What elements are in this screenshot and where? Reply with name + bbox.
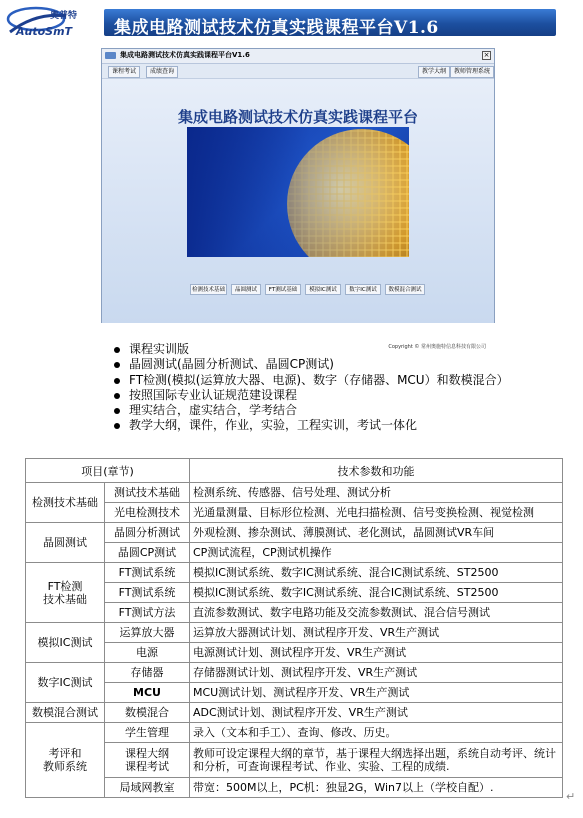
company-logo — [6, 6, 102, 38]
table-row — [26, 703, 563, 723]
desc-cell: CP测试流程，CP测试机操作 — [190, 543, 563, 563]
category-cell: 考评和 教师系统 — [26, 723, 105, 798]
feature-item: FT检测(模拟(运算放大器、电源)、数字（存储器、MCU）和数模混合） — [112, 373, 509, 388]
desc-cell: 检测系统、传感器、信号处理、测试分析 — [190, 483, 563, 503]
page-header — [6, 6, 576, 38]
category-cell: 模拟IC测试 — [26, 623, 105, 663]
app-icon — [105, 52, 116, 59]
desc-cell: 带宽：500M以上，PC机：独显2G，Win7以上（学校自配）. — [190, 778, 563, 798]
desc-cell: 录入（文本和手工）、查询、修改、历史。 — [190, 723, 563, 743]
item-cell: 晶圆分析测试 — [105, 523, 190, 543]
item-cell: FT测试系统 — [105, 583, 190, 603]
menu-course-exam[interactable]: 课程考试 — [108, 66, 140, 78]
desc-cell: ADC测试计划、测试程序开发、VR生产测试 — [190, 703, 563, 723]
table-row — [26, 583, 563, 603]
module-ft-basics[interactable]: FT测试基础 — [265, 284, 301, 295]
app-menubar — [102, 64, 494, 79]
item-cell: 数模混合 — [105, 703, 190, 723]
item-cell: FT测试方法 — [105, 603, 190, 623]
item-cell: 局域网教室 — [105, 778, 190, 798]
table-row — [26, 603, 563, 623]
category-cell: 数字IC测试 — [26, 663, 105, 703]
table-row — [26, 483, 563, 503]
table-row — [26, 778, 563, 798]
category-cell: 晶圆测试 — [26, 523, 105, 563]
item-cell: 测试技术基础 — [105, 483, 190, 503]
table-row — [26, 543, 563, 563]
module-mixed-signal[interactable]: 数模混合测试 — [385, 284, 425, 295]
table-row — [26, 683, 563, 703]
desc-cell: MCU测试计划、测试程序开发、VR生产测试 — [190, 683, 563, 703]
item-cell: 电源 — [105, 643, 190, 663]
title-banner — [104, 9, 556, 36]
item-cell: 课程大纲 课程考试 — [105, 743, 190, 778]
desc-cell: 电源测试计划、测试程序开发、VR生产测试 — [190, 643, 563, 663]
spec-table — [25, 458, 563, 798]
desc-cell: 直流参数测试、数字电路功能及交流参数测试、混合信号测试 — [190, 603, 563, 623]
item-cell: 存储器 — [105, 663, 190, 683]
desc-cell: 模拟IC测试系统、数字IC测试系统、混合IC测试系统、ST2500 — [190, 563, 563, 583]
category-cell: 数模混合测试 — [26, 703, 105, 723]
table-row — [26, 523, 563, 543]
category-cell: 检测技术基础 — [26, 483, 105, 523]
menu-syllabus[interactable]: 教学大纲 — [418, 66, 450, 78]
feature-item: 课程实训版 — [112, 342, 509, 357]
feature-item: 理实结合，虚实结合，学考结合 — [112, 403, 509, 418]
svg-text:奥普特: 奥普特 — [50, 11, 78, 21]
item-cell: 运算放大器 — [105, 623, 190, 643]
table-row — [26, 723, 563, 743]
feature-list — [112, 342, 509, 434]
table-header-row — [26, 459, 563, 483]
table-row — [26, 623, 563, 643]
app-window-title: 集成电路测试技术仿真实践课程平台V1.6 — [120, 51, 250, 59]
desc-cell: 存储器测试计划、测试程序开发、VR生产测试 — [190, 663, 563, 683]
table-row — [26, 743, 563, 778]
desc-cell: 外观检测、掺杂测试、薄膜测试、老化测试，晶圆测试VR车间 — [190, 523, 563, 543]
item-cell: FT测试系统 — [105, 563, 190, 583]
svg-text:AutoSmT: AutoSmT — [16, 25, 73, 38]
feature-item: 按照国际专业认证规范建设课程 — [112, 388, 509, 403]
app-heading: 集成电路测试技术仿真实践课程平台 — [177, 108, 418, 126]
module-detection-basics[interactable]: 检测技术基础 — [190, 284, 227, 295]
menu-teacher-system[interactable]: 教师管理系统 — [450, 66, 494, 78]
app-window-titlebar — [102, 49, 494, 64]
feature-item: 晶圆测试(晶圆分析测试、晶圆CP测试) — [112, 357, 509, 372]
table-row — [26, 643, 563, 663]
table-row — [26, 663, 563, 683]
desc-cell: 模拟IC测试系统、数字IC测试系统、混合IC测试系统、ST2500 — [190, 583, 563, 603]
desc-cell: 教师可设定课程大纲的章节，基于课程大纲选择出题，系统自动考评、统计和分析，可查询课程考试、作业、实验、工程的成绩. — [190, 743, 563, 778]
module-wafer-test[interactable]: 晶圆测试 — [231, 284, 261, 295]
wafer-banner-image — [187, 127, 409, 257]
desc-cell: 运算放大器测试计划、测试程序开发、VR生产测试 — [190, 623, 563, 643]
module-analog-ic[interactable]: 模拟IC测试 — [305, 284, 341, 295]
menu-score-query[interactable]: 成绩查询 — [146, 66, 178, 78]
module-buttons — [190, 284, 430, 296]
header-item: 项目(章节) — [26, 459, 190, 483]
table-row — [26, 503, 563, 523]
module-digital-ic[interactable]: 数字IC测试 — [345, 284, 381, 295]
paragraph-return-mark: ↵ — [566, 790, 576, 803]
page-title: 集成电路测试技术仿真实践课程平台V1.6 — [114, 18, 439, 38]
item-cell: 晶圆CP测试 — [105, 543, 190, 563]
desc-cell: 光通量测量、目标形位检测、光电扫描检测、信号变换检测、视觉检测 — [190, 503, 563, 523]
table-row — [26, 563, 563, 583]
item-cell: MCU — [105, 683, 190, 703]
item-cell: 光电检测技术 — [105, 503, 190, 523]
close-icon[interactable]: × — [483, 51, 490, 59]
copyright-text: Copyright © 常州奥施特信息科技有限公司 — [388, 344, 486, 350]
header-spec: 技术参数和功能 — [190, 459, 563, 483]
item-cell: 学生管理 — [105, 723, 190, 743]
category-cell: FT检测 技术基础 — [26, 563, 105, 623]
feature-item: 教学大纲，课件，作业，实验，工程实训，考试一体化 — [112, 418, 509, 433]
